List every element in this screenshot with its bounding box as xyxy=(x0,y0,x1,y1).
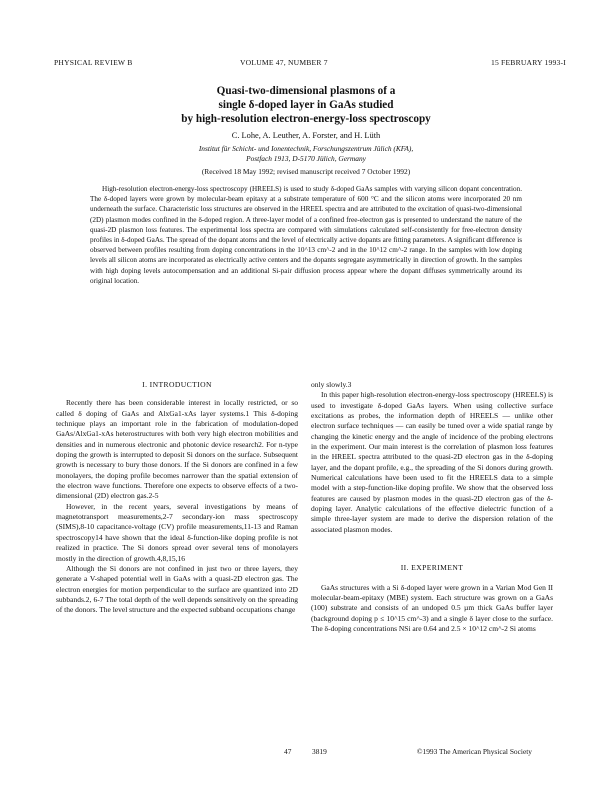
left-column xyxy=(56,380,298,616)
page-footer xyxy=(54,747,566,759)
right-column xyxy=(311,380,553,634)
title-line: by high-resolution electron-energy-loss spectroscopy xyxy=(181,113,431,125)
paragraph: However, in the recent years, several investigations by means of magnetotransport measurements,2-7 secondary-ion mass spectroscopy (SIMS),8-10 capacitance-voltage (CV) profile measurements,11-13 and Raman spectroscopy14 have shown that the ideal δ-function-like doping profile is not realized in practice. The Si donors spread over several tens of monolayers mostly in the direction of growth.4,8,15,16 xyxy=(56,501,298,563)
running-head xyxy=(54,58,566,70)
affiliation-line: Institut für Schicht- und Ionentechnik, Forschungszentrum Jülich (KFA), xyxy=(198,144,414,153)
paragraph: Although the Si donors are not confined in just two or three layers, they generate a V-shaped potential well in GaAs with a quasi-2D electron gas. The electron energies for motion perpendicular to the surface are quantized into 2D subbands.2, 6-7 The total depth of the well depends sensitively on the spreading of the donors. The level structure and the expected subband occupations change xyxy=(56,563,298,615)
page-number: 3819 xyxy=(312,747,327,756)
journal-name: PHYSICAL REVIEW B xyxy=(54,58,133,67)
author-list: C. Lohe, A. Leuther, A. Forster, and H. Lüth xyxy=(231,131,381,140)
abstract: High-resolution electron-energy-loss spectroscopy (HREELS) is used to study δ-doped GaAs samples with varying silicon dopant concentration. The δ-doped layers were grown by molecular-beam epitaxy at a substrate temperature of 600 °C and the silicon atoms were incorporated 20 nm underneath the surface. Characteristic loss structures are observed in the HREEL spectra and are attributed to the excitation of quasi-two-dimensional (2D) plasmon modes confined in the δ-doped region. A three-layer model of a confined free-electron gas is presented to understand the nature of the quasi-2D plasmon loss features. The experimental loss spectra are compared with simulations calculated self-consistently for free-electron density profiles in δ-doped GaAs. The spread of the dopant atoms and the level of electrically active dopants are fitting parameters. A significant difference is observed between profiles resulting from doping concentrations in the 10^13 cm^-2 and in the 10^12 cm^-2 range. In the samples with low doping levels all silicon atoms are incorporated as electrically active centers and the dopants segregate asymmetrically in direction of growth. In the samples with high doping levels autocompensation and an additional Si-pair diffusion process appear where the dopant diffuses symmetrically around its original location. xyxy=(90,185,522,285)
paragraph: In this paper high-resolution electron-energy-loss spectroscopy (HREELS) is used to investigate δ-doped GaAs layers. When using collective surface excitations as probes, the information depth of HREELS — unlike other electron surface techniques — can easily be tuned over a wide spatial range by changing the kinetic energy and the angle of incidence of the probing electrons in the experiment. Our main interest is the correlation of plasmon loss features in the HREEL spectra attributed to the quasi-2D electron gas in the δ-doping layer, and the dopant profile, e.g., the spreading of the Si donors during growth. Numerical calculations have been used to fit the HREELS data to a simple model with a step-function-like doping profile. We show that the observed loss features are caused by plasmon modes in the quasi-2D electron gas of the δ-doping layer. Analytic calculations of the effective dielectric function of a simple three-layer system are made to derive the dispersion relation of the associated plasmon modes. xyxy=(311,390,553,534)
section-heading-introduction: I. INTRODUCTION xyxy=(142,380,212,389)
affiliation-line: Postfach 1913, D-5170 Jülich, Germany xyxy=(246,154,366,164)
copyright: ©1993 The American Physical Society xyxy=(416,747,532,756)
issue-date: 15 FEBRUARY 1993-I xyxy=(490,58,566,67)
affiliation xyxy=(90,144,522,165)
paragraph: GaAs structures with a Si δ-doped layer were grown in a Varian Mod Gen II molecular-beam-epitaxy (MBE) system. Each structure was grown on a GaAs (100) substrate and consists of an undoped 0.5 µm thick GaAs buffer layer (background doping p ≤ 10^15 cm^-3) and a single δ layer close to the surface. The δ-doping concentrations NSi are 0.64 and 2.5 × 10^12 cm^-2 Si atoms xyxy=(311,582,553,633)
volume-number: VOLUME 47, NUMBER 7 xyxy=(240,58,328,67)
received-dates: (Received 18 May 1992; revised manuscript received 7 October 1992) xyxy=(201,167,411,176)
title-line: single δ-doped layer in GaAs studied xyxy=(218,99,394,111)
footer-volume: 47 xyxy=(284,747,292,756)
section-heading-experiment: II. EXPERIMENT xyxy=(400,563,464,573)
title-line: Quasi-two-dimensional plasmons of a xyxy=(216,85,396,97)
paragraph: only slowly.3 xyxy=(311,380,352,389)
paper-title xyxy=(110,84,502,126)
paragraph: Recently there has been considerable interest in locally restricted, or so called δ doping of GaAs and AlxGa1-xAs layer systems.1 This δ-doping technique plays an important role in the fabrication of modulation-doped GaAs/AlxGa1-xAs heterostructures with both very high electron mobilities and densities and in numerous electronic and photonic device research2. For n-type doping the growth is interrupted to deposit Si donors on the surface. Subsequent growth is necessary to bury those donors. If the Si donors are confined in a few monolayers, the doping profile becomes narrower than the spatial extension of the electron wave functions. Therefore one expects to observe effects of a two-dimensional (2D) electron gas.2-5 xyxy=(56,398,298,501)
